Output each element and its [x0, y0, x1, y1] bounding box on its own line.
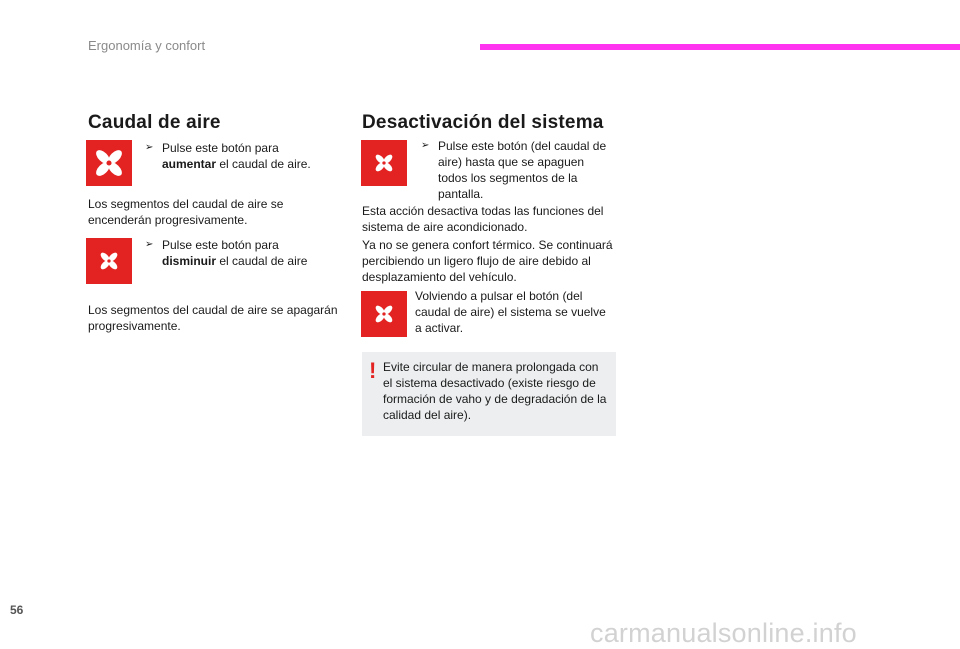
airflow-heading: Caudal de aire	[88, 112, 221, 133]
fan-increase-button[interactable]	[86, 140, 132, 186]
fan-icon	[373, 303, 395, 325]
decrease-note: Los segmentos del caudal de aire se apagarán progresivamente.	[88, 303, 338, 333]
system-off-heading: Desactivación del sistema	[362, 112, 604, 133]
decrease-instruction: ➢ Pulse este botón para disminuir el caudal de aire	[145, 238, 308, 268]
fan-decrease-button[interactable]	[86, 238, 132, 284]
warning-text: Evite circular de manera prolongada con el sistema desactivado (existe riesgo de formación de vaho y de degradación de la calidad del aire).	[383, 360, 607, 422]
page-number: 56	[10, 603, 24, 617]
arrow-right-icon: ➢	[145, 142, 154, 153]
arrow-right-icon: ➢	[421, 140, 430, 151]
fan-reactivate-button[interactable]	[361, 291, 407, 337]
exclamation-icon: !	[369, 358, 377, 383]
section-title: Ergonomía y confort	[88, 38, 206, 53]
reactivate-instruction: Volviendo a pulsar el botón (del caudal de aire) el sistema se vuelve a activar.	[415, 289, 606, 335]
increase-note: Los segmentos del caudal de aire se encenderán progresivamente.	[88, 197, 284, 227]
increase-instruction: ➢ Pulse este botón para aumentar el caudal de aire.	[145, 141, 311, 171]
warning-box	[362, 352, 616, 436]
watermark: carmanualsonline.info	[590, 618, 857, 648]
fan-icon	[373, 152, 395, 174]
deactivate-effect: Esta acción desactiva todas las funciones del sistema de aire acondicionado.	[362, 204, 604, 234]
fan-off-button[interactable]	[361, 140, 407, 186]
arrow-right-icon: ➢	[145, 239, 154, 250]
section-accent-bar	[480, 44, 960, 50]
fan-icon	[98, 250, 120, 272]
deactivate-instruction: ➢ Pulse este botón (del caudal de aire) hasta que se apaguen todos los segmentos de la pantalla.	[421, 139, 607, 201]
fan-icon	[92, 146, 126, 180]
residual-airflow-note: Ya no se genera confort térmico. Se continuará percibiendo un ligero flujo de aire debido al desplazamiento del vehículo.	[362, 238, 613, 284]
